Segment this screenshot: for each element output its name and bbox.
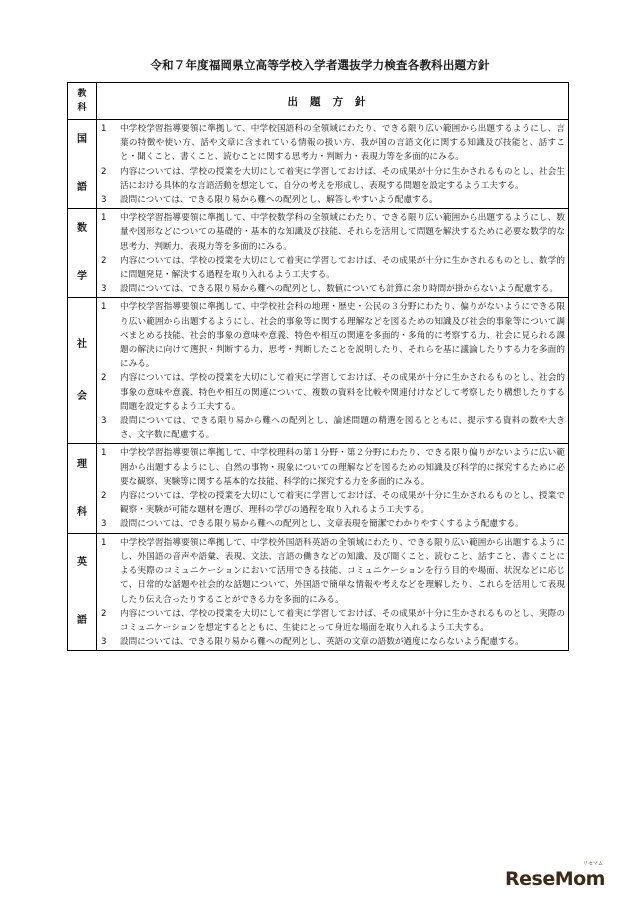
- policy-table: [67, 82, 569, 651]
- policy-item-number: 1: [101, 302, 107, 313]
- policy-item-number: 2: [101, 491, 107, 502]
- page-title: 令和７年度福岡県立高等学校入学者選抜学力検査各教科出題方針: [150, 58, 490, 72]
- policy-item: [100, 371, 565, 414]
- policy-item-number: 2: [101, 166, 107, 177]
- header-subject-cell: [68, 83, 97, 120]
- resemom-logo: [505, 861, 605, 890]
- policy-item-number: 3: [101, 416, 107, 427]
- subject-cell: [68, 444, 97, 533]
- policy-item-text: 設問については、できる限り易から難への配列とし、文章表現を簡潔でわかりやすくするよう配慮する。: [120, 519, 524, 530]
- subject-char: 国: [77, 134, 87, 146]
- policy-item-number: 3: [101, 195, 107, 206]
- policy-item: [100, 517, 565, 531]
- logo-kana: リセマム: [583, 861, 603, 867]
- policy-item-text: 中学校学習指導要領に準拠して、中学校外国語科英語の全領域にわたり、できる限り広い範囲から出題するようにし、外国語の音声や語彙、表現、文法、言語の働きなどの知識、及び聞くこと、読むこと、話すこと、書くことによる実際のコミュニケーションにおいて活用できる技能、コミュニケーションを行う目的や場面、状況などに応じて、日常的な話題や社会的な話題について、外国語で簡単な情報や考えなどを理解したり、これらを活用して表現したり伝え合ったりすることができる力を多面的にみる。: [120, 537, 565, 605]
- policy-item: [100, 254, 565, 282]
- policy-item: [100, 211, 565, 254]
- header-subject-char: 科: [77, 103, 87, 113]
- policy-item-text: 内容については、学校の授業を大切にして着実に学習しておけば、その成果が十分に生かされるものとし、社会的事象の意味や意義、特色や相互の関連について、複数の資料を比較や関連付けなどして考察したり構想したりする問題を設定するよう工夫する。: [120, 373, 565, 412]
- policy-cell: [97, 209, 569, 298]
- policy-item-text: 内容については、学校の授業を大切にして着実に学習しておけば、その成果が十分に生かされるものとし、社会生活における具体的な言語活動を想定して、自分の考えを形成し、表現する問題を設定するよう工夫する。: [120, 166, 565, 191]
- subject-char: 語: [77, 182, 87, 194]
- policy-item: [100, 536, 565, 607]
- policy-cell: [97, 533, 569, 651]
- subject-cell: [68, 120, 97, 209]
- policy-item-text: 設問については、できる限り易から難への配列とし、論述問題の精選を図るとともに、提示する資料の数や大きさ、文字数に配慮する。: [120, 416, 565, 441]
- policy-item-number: 1: [101, 124, 107, 134]
- policy-cell: [97, 444, 569, 533]
- subject-cell: [68, 298, 97, 444]
- policy-item: [100, 414, 565, 442]
- header-policy-label: 出題方針: [97, 83, 569, 120]
- table-row: [68, 533, 569, 651]
- policy-item-number: 3: [101, 284, 107, 295]
- table-row: [68, 298, 569, 444]
- table-row: [68, 209, 569, 298]
- table-header-row: [68, 83, 569, 120]
- policy-item-number: 2: [101, 255, 107, 266]
- policy-item-number: 3: [101, 637, 107, 648]
- policy-item-number: 1: [101, 213, 107, 224]
- policy-item-text: 中学校学習指導要領に準拠して、中学校国語科の全領域にわたり、できる限り広い範囲から出題するようにし、言葉の特徴や使い方、話や文章に含まれている情報の扱い方、我が国の言語文化に関する知識及び技能と、話すこと・聞くこと、書くこと、読むことに関する思考力・判断力・表現力等を多面的にみる。: [120, 124, 565, 163]
- policy-item-number: 2: [101, 373, 107, 384]
- policy-item-number: 3: [101, 519, 107, 530]
- subject-cell: [68, 209, 97, 298]
- policy-item: [100, 282, 565, 296]
- policy-item-number: 1: [101, 537, 107, 548]
- policy-item-number: 2: [101, 608, 107, 619]
- policy-item-number: 1: [101, 448, 107, 459]
- policy-item-text: 設問については、できる限り易から難への配列とし、数値についても計算に余り時間が掛からないよう配慮する。: [120, 284, 558, 295]
- subject-cell: [68, 533, 97, 651]
- policy-item: [100, 300, 565, 371]
- subject-char: 英: [77, 557, 87, 568]
- policy-item-text: 内容については、学校の授業を大切にして着実に学習しておけば、その成果が十分に生かされるものとし、実際のコミュニケーションを想定するとともに、生徒にとって身近な場面を取り入れるよう工夫する。: [120, 608, 565, 633]
- policy-item: [100, 489, 565, 517]
- policy-item: [100, 193, 565, 207]
- policy-item-text: 中学校学習指導要領に準拠して、中学校理科の第１分野・第２分野にわたり、できる限り偏りがないように広い範囲から出題するようにし、自然の事物・現象についての理解などを図るための知識及び科学的に探究するために必要な観察、実験等に関する基本的な技能、科学的に探究する力を多面的にみる。: [120, 448, 565, 487]
- table-row: [68, 444, 569, 533]
- subject-char: 理: [77, 458, 87, 470]
- subject-char: 語: [77, 615, 87, 626]
- policy-item: [100, 165, 565, 193]
- policy-item: [100, 607, 565, 635]
- policy-item-text: 内容については、学校の授業を大切にして着実に学習しておけば、その成果が十分に生かされるものとし、数学的に問題発見・解決する過程を取り入れるよう工夫する。: [120, 255, 565, 281]
- subject-char: 社: [77, 338, 87, 350]
- logo-text: ReseMom: [505, 868, 605, 890]
- subject-char: 科: [77, 506, 87, 518]
- policy-cell: [97, 120, 569, 209]
- policy-item-text: 内容については、学校の授業を大切にして着実に学習しておけば、その成果が十分に生かされるものとし、授業で観察・実験が可能な題材を選び、理科の学びの過程を取り入れるよう工夫する。: [120, 491, 565, 516]
- table-row: [68, 120, 569, 209]
- policy-cell: [97, 298, 569, 444]
- header-subject-char: 教: [77, 89, 87, 99]
- subject-char: 学: [77, 271, 87, 283]
- subject-char: 会: [77, 390, 87, 402]
- subject-char: 数: [77, 223, 87, 235]
- policy-item: [100, 635, 565, 649]
- policy-item-text: 中学校学習指導要領に準拠して、中学校数学科の全領域にわたり、できる限り広い範囲から出題するようにし、数量や図形などについての基礎的・基本的な知識及び技能、それらを活用して問題を解決するために必要な数学的な思考力、判断力、表現力等を多面的にみる。: [120, 213, 565, 252]
- policy-item-text: 中学校学習指導要領に準拠して、中学校社会科の地理・歴史・公民の３分野にわたり、偏りがないようにできる限り広い範囲から出題するようにし、社会的事象等に関する理解などを図るための知識及び社会的事象等について調べまとめる技能、社会的事象の意味や意義、特色や相互の関連を多面的・多角的に考察する力、社会に見られる課題の解決に向けて選択・判断する力、思考・判断したことを説明したり、それらを基に議論したりする力を多面的にみる。: [120, 302, 565, 370]
- policy-item: [100, 122, 565, 165]
- policy-item-text: 設問については、できる限り易から難への配列とし、英語の文章の語数が過度にならないよう配慮する。: [120, 637, 524, 648]
- policy-item: [100, 446, 565, 489]
- policy-item-text: 設問については、できる限り易から難への配列とし、解答しやすいよう配慮する。: [120, 195, 438, 206]
